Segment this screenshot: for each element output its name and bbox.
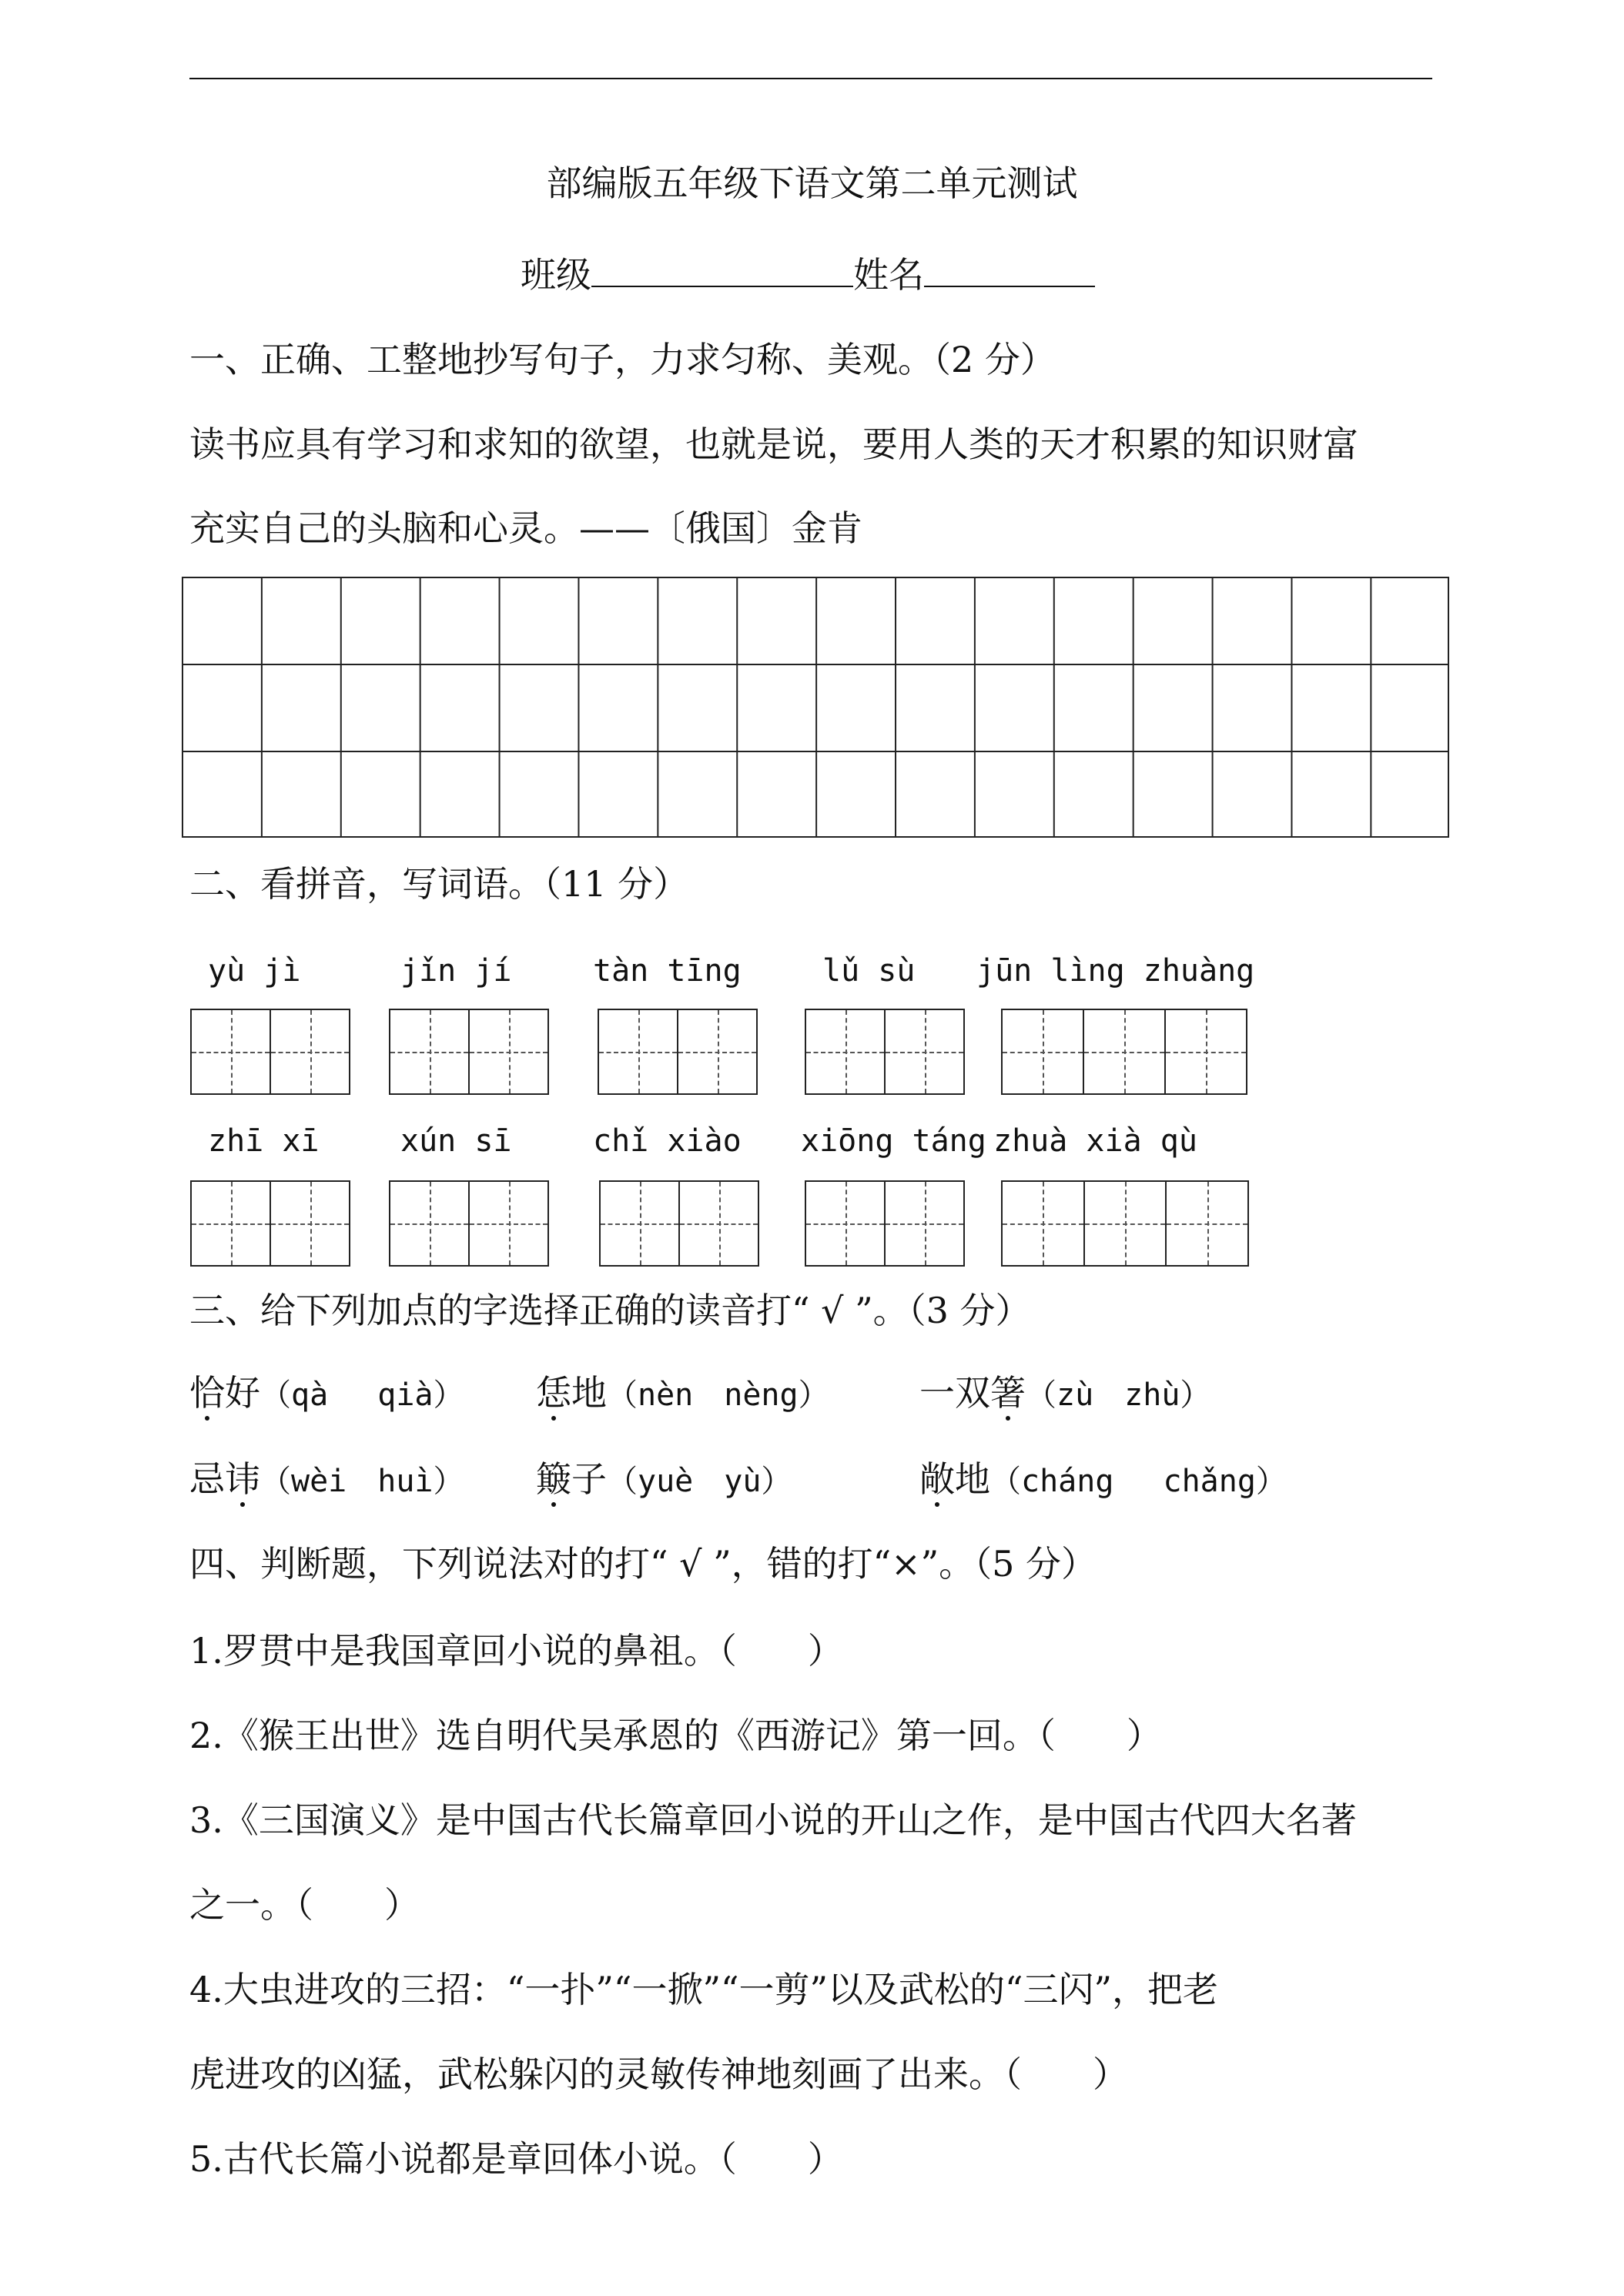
q4-statement-5: 5.古代长篇小说都是章回体小说。（ ） — [189, 2138, 843, 2180]
q4-statement-2: 2.《猴王出世》选自明代吴承恩的《西游记》第一回。（ ） — [189, 1715, 1162, 1756]
q4-statement-4a: 4.大虫进攻的三招：“一扑”“一掀”“一剪”以及武松的“三闪”，把老 — [189, 1969, 1219, 2010]
pinyin-1-5: jūn lìng zhuàng — [976, 953, 1255, 989]
class-label: 班级 — [521, 254, 591, 296]
pinyin-2-3: chǐ xiào — [593, 1123, 742, 1159]
q4-statement-3a: 3.《三国演义》是中国古代长篇章回小说的开山之作，是中国古代四大名著 — [189, 1799, 1357, 1841]
writing-box-2-5[interactable] — [1001, 1180, 1249, 1267]
writing-box-2-4[interactable] — [805, 1180, 965, 1267]
dotted-char: 恁 — [536, 1370, 571, 1416]
writing-box-1-4[interactable] — [805, 1009, 965, 1095]
q4-heading: 四、判断题，下列说法对的打“ √ ”，错的打“×”。（5 分） — [189, 1543, 1097, 1585]
pinyin-1-4: lǔ sù — [822, 953, 916, 989]
pinyin-2-2: xún sī — [400, 1123, 512, 1159]
q1-heading: 一、正确、工整地抄写句子，力求匀称、美观。（2 分） — [189, 339, 1056, 380]
q4-statement-3b: 之一。（ ） — [189, 1884, 420, 1926]
page-title: 部编版五年级下语文第二单元测试 — [546, 162, 1078, 204]
reading-item-2: 恁地（nèn nèng） — [536, 1370, 829, 1416]
dotted-char: 箸 — [990, 1370, 1026, 1416]
reading-item-4: 忌讳（wèi huì） — [189, 1456, 464, 1502]
q4-statement-1: 1.罗贯中是我国章回小说的鼻祖。（ ） — [189, 1630, 843, 1672]
reading-item-3: 一双箸（zù zhù） — [919, 1370, 1210, 1416]
writing-box-1-1[interactable] — [190, 1009, 350, 1095]
name-label: 姓名 — [853, 254, 924, 296]
pinyin-1-3: tàn tīng — [593, 953, 742, 989]
writing-box-2-3[interactable] — [599, 1180, 759, 1267]
writing-box-1-3[interactable] — [598, 1009, 758, 1095]
writing-box-1-5[interactable] — [1001, 1009, 1247, 1095]
copy-writing-grid[interactable] — [182, 577, 1449, 838]
q2-heading: 二、看拼音，写词语。（11 分） — [189, 863, 689, 905]
dotted-char: 簸 — [536, 1456, 571, 1502]
class-blank[interactable] — [591, 252, 853, 287]
writing-box-2-1[interactable] — [190, 1180, 350, 1267]
top-rule — [189, 78, 1432, 79]
reading-item-1: 恰好（qà qià） — [189, 1370, 464, 1416]
pinyin-2-5: zhuà xià qù — [993, 1123, 1197, 1159]
writing-box-1-2[interactable] — [389, 1009, 549, 1095]
pinyin-2-1: zhī xī — [208, 1123, 320, 1159]
pinyin-1-1: yù jì — [208, 953, 301, 989]
dotted-char: 讳 — [225, 1456, 260, 1502]
name-blank[interactable] — [924, 252, 1095, 287]
pinyin-2-4: xiōng táng — [801, 1123, 986, 1159]
writing-box-2-2[interactable] — [389, 1180, 549, 1267]
q1-sentence-line1: 读书应具有学习和求知的欲望，也就是说，要用人类的天才积累的知识财富 — [189, 423, 1358, 465]
q3-heading: 三、给下列加点的字选择正确的读音打“ √ ”。（3 分） — [189, 1290, 1031, 1331]
q4-statement-4b: 虎进攻的凶猛，武松躲闪的灵敏传神地刻画了出来。（ ） — [189, 2053, 1128, 2095]
dotted-char: 恰 — [189, 1370, 225, 1416]
class-name-line — [521, 252, 1095, 298]
dotted-char: 敞 — [919, 1456, 955, 1502]
reading-item-6: 敞地（cháng chǎng） — [919, 1456, 1287, 1502]
reading-item-5: 簸子（yuè yù） — [536, 1456, 792, 1502]
pinyin-1-2: jǐn jí — [400, 953, 512, 989]
q1-sentence-line2: 充实自己的头脑和心灵。——〔俄国〕金肯 — [189, 507, 862, 549]
